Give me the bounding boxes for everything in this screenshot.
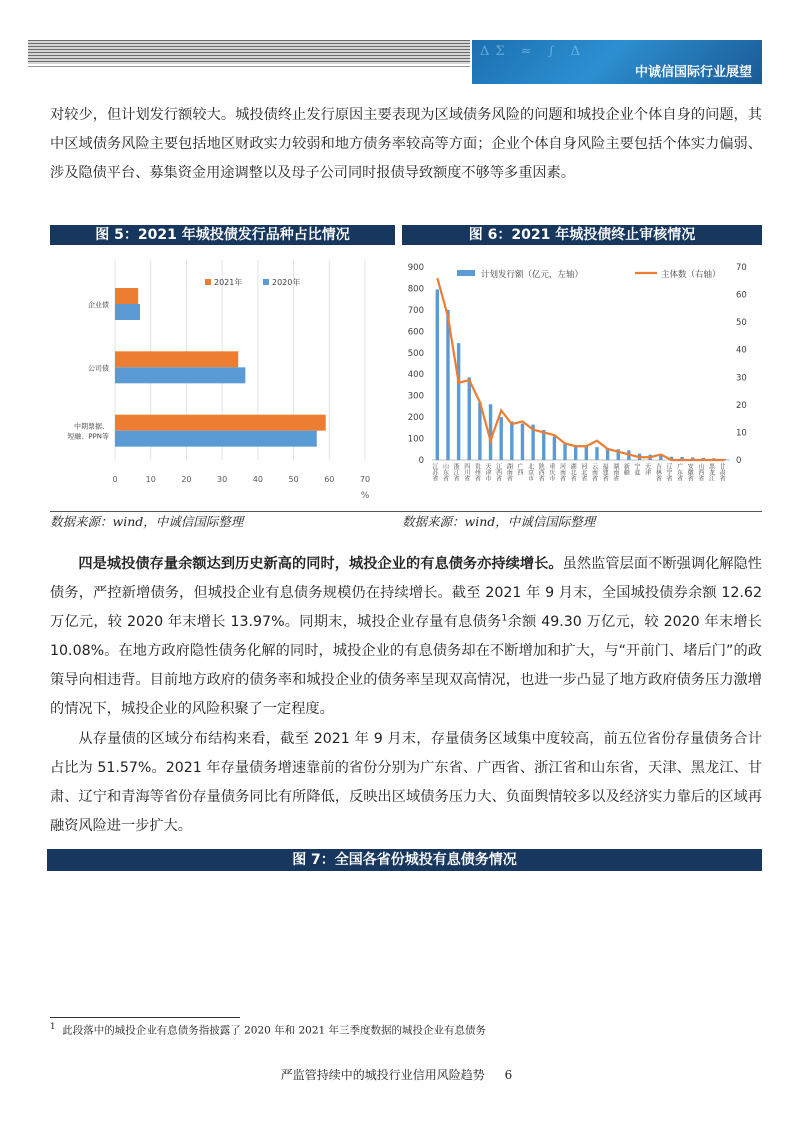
bar-2021年 (115, 288, 138, 304)
paragraph-2 (50, 550, 762, 724)
bar-planned-issuance (478, 402, 481, 460)
y-right-tick-label: 70 (736, 263, 747, 273)
figure-5-chart (50, 255, 390, 504)
x-tick-label: 70 (359, 475, 371, 484)
header-rule (28, 66, 470, 67)
legend-label: 2020年 (272, 278, 301, 287)
bar-2020年 (115, 304, 140, 320)
paragraph-1 (50, 101, 762, 188)
category-label: 山东省 (441, 463, 449, 481)
category-label: 宁夏 (633, 463, 641, 475)
y-left-tick-label: 200 (407, 413, 424, 424)
bar-planned-issuance (585, 446, 588, 460)
bar-2021年 (115, 351, 238, 367)
figure-7-title: 图 7：全国各省份城投有息债务情况 (47, 849, 762, 871)
footnote-rule (50, 1017, 240, 1018)
bar-planned-issuance (499, 417, 502, 460)
paragraph-2-text: 虽然监管层面不断强调化解隐性债务，严控新增债务，但城投企业有息债务规模仍在持续增长。截至 2021 年 9 月末，全国城投债券余额 12.62 万亿元，较 2020 年末增长 13.97%。同期末，城投企业存量有息债务 (50, 556, 762, 630)
page-number: 6 (504, 1068, 513, 1082)
category-label: 中期票据、 (74, 422, 109, 431)
y-right-tick-label: 30 (736, 373, 747, 384)
category-label: 四川省 (462, 463, 470, 481)
category-label: 陕西省 (537, 463, 545, 481)
figure-5-source: 数据来源：wind，中诚信国际整理 (50, 514, 244, 529)
category-label: 广东省 (675, 463, 683, 481)
y-left-tick-label: 600 (407, 327, 424, 338)
category-label: 安徽省 (686, 463, 694, 481)
category-label: 广西 (515, 463, 523, 475)
page-footer (0, 1066, 793, 1083)
x-tick-label: 20 (181, 475, 192, 484)
bar-planned-issuance (510, 421, 513, 460)
x-tick-label: 60 (324, 475, 335, 484)
category-label: 天津 (643, 463, 651, 475)
category-label: 企业债 (88, 301, 109, 309)
bar-planned-issuance (542, 430, 545, 460)
bar-planned-issuance (595, 447, 598, 460)
x-tick-label: 10 (145, 475, 156, 484)
category-label: 湖北省 (569, 463, 577, 481)
bar-planned-issuance (489, 404, 492, 460)
legend-swatch (205, 279, 211, 285)
figure-6-chart (395, 255, 765, 504)
bar-2021年 (115, 415, 326, 431)
paragraph-2-text-continued: 余额 49.30 万亿元，较 2020 年末增长 10.08%。在地方政府隐性债务化解的同时，城投企业的有息债务却在不断增加和扩大，与“开前门、堵后门”的政策导向相违背。目前地方政府的债务率和城投企业的债务率呈现双高情况，也进一步凸显了地方政府债务压力激增的情况下，城投企业的风险积聚了一定程度。 (50, 614, 762, 717)
y-left-tick-label: 900 (407, 263, 424, 273)
category-label: 辽宁省 (664, 463, 672, 481)
legend-label-bar: 计划发行额（亿元，左轴） (481, 270, 584, 280)
y-left-tick-label: 400 (407, 370, 424, 381)
footnote-text: 此段落中的城投企业有息债务指披露了 2020 年和 2021 年三季度数据的城投企业有息债务 (62, 1024, 487, 1037)
category-label: 河南省 (558, 463, 566, 481)
category-label: 湖南省 (611, 463, 619, 481)
y-right-tick-label: 50 (736, 318, 747, 329)
paragraph-2-lead: 四是城投债存量余额达到历史新高的同时，城投企业的有息债务亦持续增长。 (78, 556, 563, 572)
y-left-tick-label: 500 (407, 348, 424, 359)
category-label: 天津市 (484, 463, 492, 481)
category-label: 浙江省 (452, 463, 460, 481)
y-left-tick-label: 700 (407, 305, 424, 316)
y-left-tick-label: 0 (418, 456, 424, 466)
bar-2020年 (115, 367, 245, 383)
paragraph-3 (50, 725, 762, 841)
paragraph-3-text: 从存量债的区域分布结构来看，截至 2021 年 9 月末，存量债务区域集中度较高，前五位省份存量债务合计占比为 51.57%。2021 年存量债务增速靠前的省份分别为广东省、广西省、浙江省和山东省，天津、黑龙江、甘肃、辽宁和青海等省份存量债务同比有所降低，反映出区域债务压力大、负面舆情较多以及经济实力靠后的区域再融资风险进一步扩大。 (50, 731, 762, 834)
legend-swatch-bar (457, 270, 475, 276)
bar-planned-issuance (553, 436, 556, 460)
bar-planned-issuance (521, 424, 524, 460)
bar-planned-issuance (446, 310, 449, 460)
figure-6-title: 图 6：2021 年城投债终止审核情况 (402, 225, 762, 245)
category-label: 贵州省 (473, 463, 481, 481)
category-label: 福建省 (601, 463, 609, 481)
legend-swatch (263, 279, 269, 285)
bar-planned-issuance (659, 456, 662, 460)
footnote-ref: 1 (501, 613, 508, 624)
y-right-tick-label: 20 (736, 400, 747, 411)
category-label: 云南省 (590, 463, 598, 481)
header-title: 中诚信国际行业展望 (634, 65, 752, 80)
footnote (50, 1022, 486, 1038)
figure-6-source: 数据来源：wind，中诚信国际整理 (402, 514, 596, 529)
header-banner-decoration: ΔΣ ≈ ∫ Δ (480, 44, 587, 59)
y-right-tick-label: 10 (736, 428, 747, 439)
category-label: 吉林省 (654, 463, 662, 481)
y-right-tick-label: 0 (736, 456, 742, 466)
y-left-tick-label: 300 (407, 391, 424, 402)
category-label: 重庆市 (547, 463, 555, 481)
category-label: 北京市 (526, 463, 534, 481)
legend-label-line: 主体数（右轴） (661, 270, 721, 280)
footnote-mark: 1 (50, 1022, 56, 1032)
category-label: 甘肃省 (718, 463, 726, 481)
category-label: 公司债 (88, 364, 109, 373)
bar-planned-issuance (563, 443, 566, 460)
x-tick-label: 50 (288, 475, 299, 484)
header-banner (472, 40, 762, 84)
y-right-tick-label: 60 (736, 290, 747, 301)
x-axis-label: % (360, 491, 370, 500)
y-left-tick-label: 100 (407, 434, 424, 445)
paragraph-1-text: 对较少，但计划发行额较大。城投债终止发行原因主要表现为区域债务风险的问题和城投企业个体自身的问题，其中区域债务风险主要包括地区财政实力较弱和地方债务率较高等方面；企业个体自身风险主要包括个体实力偏弱、涉及隐债平台、募集资金用途调整以及母子公司同时报债导致额度不够等多重因素。 (50, 107, 762, 181)
category-label: 河北省 (579, 463, 587, 481)
bar-planned-issuance (436, 290, 439, 460)
category-label: 新疆 (622, 463, 630, 475)
bar-2020年 (115, 431, 317, 447)
category-label: 湖南省 (505, 463, 513, 481)
y-left-tick-label: 800 (407, 284, 424, 295)
bar-planned-issuance (457, 343, 460, 460)
y-right-tick-label: 40 (736, 345, 747, 356)
header-stripes (28, 40, 470, 64)
category-label: 黑龙江 (707, 463, 715, 481)
x-tick-label: 0 (112, 475, 118, 484)
category-label: 山西省 (696, 463, 704, 481)
category-label: 江苏省 (430, 463, 438, 481)
legend-label: 2021年 (214, 278, 243, 287)
x-tick-label: 30 (217, 475, 228, 484)
figure-5-svg (50, 255, 390, 500)
figure-5-title: 图 5：2021 年城投债发行品种占比情况 (50, 225, 395, 245)
footer-title: 严监管持续中的城投行业信用风险趋势 (280, 1068, 485, 1082)
bar-planned-issuance (468, 377, 471, 460)
category-label: 江西省 (494, 463, 502, 481)
category-label: 短融、PPN等 (67, 432, 109, 441)
x-tick-label: 40 (252, 475, 263, 484)
figure-6-svg (395, 255, 765, 500)
